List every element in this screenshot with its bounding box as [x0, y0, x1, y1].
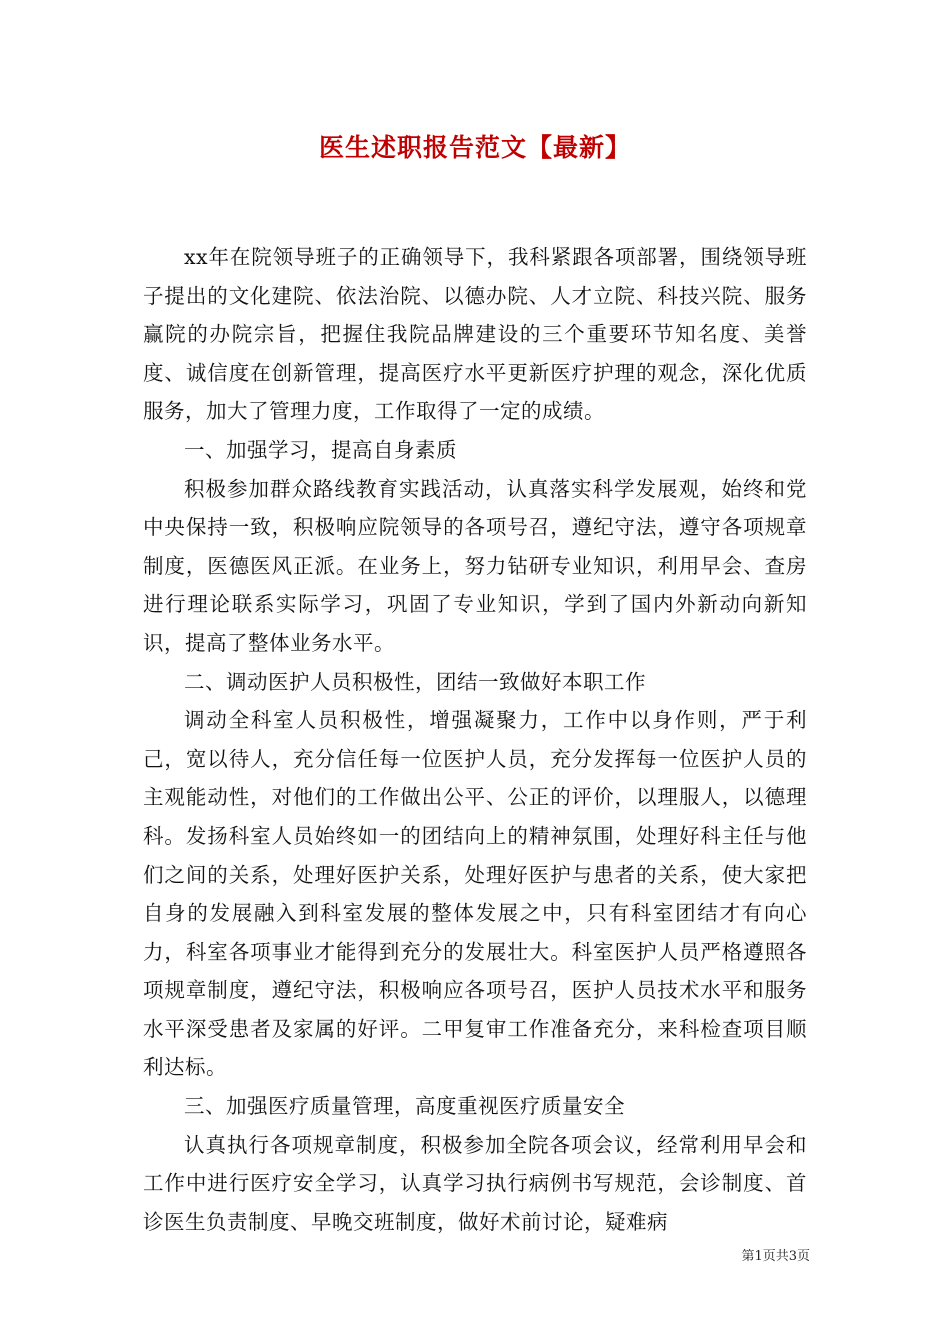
document-body: [143, 238, 807, 1241]
section-heading-2: 二、调动医护人员积极性，团结一致做好本职工作: [184, 669, 646, 694]
section-heading-1: 一、加强学习，提高自身素质: [184, 437, 457, 462]
paragraph-section-2: 调动全科室人员积极性，增强凝聚力，工作中以身作则，严于利己，宽以待人，充分信任每一位医护人员，充分发挥每一位医护人员的主观能动性，对他们的工作做出公平、公正的评价，以理服人，以德理科。发扬科室人员始终如一的团结向上的精神氛围，处理好科主任与他们之间的关系，处理好医护关系，处理好医护与患者的关系，使大家把自身的发展融入到科室发展的整体发展之中，只有科室团结才有向心力，科室各项事业才能得到充分的发展壮大。科室医护人员严格遵照各项规章制度，遵纪守法，积极响应各项号召，医护人员技术水平和服务水平深受患者及家属的好评。二甲复审工作准备充分，来科检查项目顺利达标。: [143, 708, 807, 1080]
paragraph-intro: xx年在院领导班子的正确领导下，我科紧跟各项部署，围绕领导班子提出的文化建院、依法治院、以德办院、人才立院、科技兴院、服务赢院的办院宗旨，把握住我院品牌建设的三个重要环节知名度、美誉度、诚信度在创新管理，提高医疗水平更新医疗护理的观念，深化优质服务，加大了管理力度，工作取得了一定的成绩。: [143, 245, 807, 424]
paragraph-section-3: 认真执行各项规章制度，积极参加全院各项会议，经常利用早会和工作中进行医疗安全学习，认真学习执行病例书写规范，会诊制度、首诊医生负责制度、早晚交班制度，做好术前讨论，疑难病: [143, 1132, 807, 1234]
section-heading-3: 三、加强医疗质量管理，高度重视医疗质量安全: [184, 1094, 625, 1119]
page-number-footer: 第1页共3页: [741, 1249, 810, 1264]
paragraph-section-1: 积极参加群众路线教育实践活动，认真落实科学发展观，始终和党中央保持一致，积极响应院领导的各项号召，遵纪守法，遵守各项规章制度，医德医风正派。在业务上，努力钻研专业知识，利用早会、查房进行理论联系实际学习，巩固了专业知识，学到了国内外新动向新知识，提高了整体业务水平。: [143, 476, 807, 655]
document-title: 医生述职报告范文【最新】: [318, 133, 631, 162]
